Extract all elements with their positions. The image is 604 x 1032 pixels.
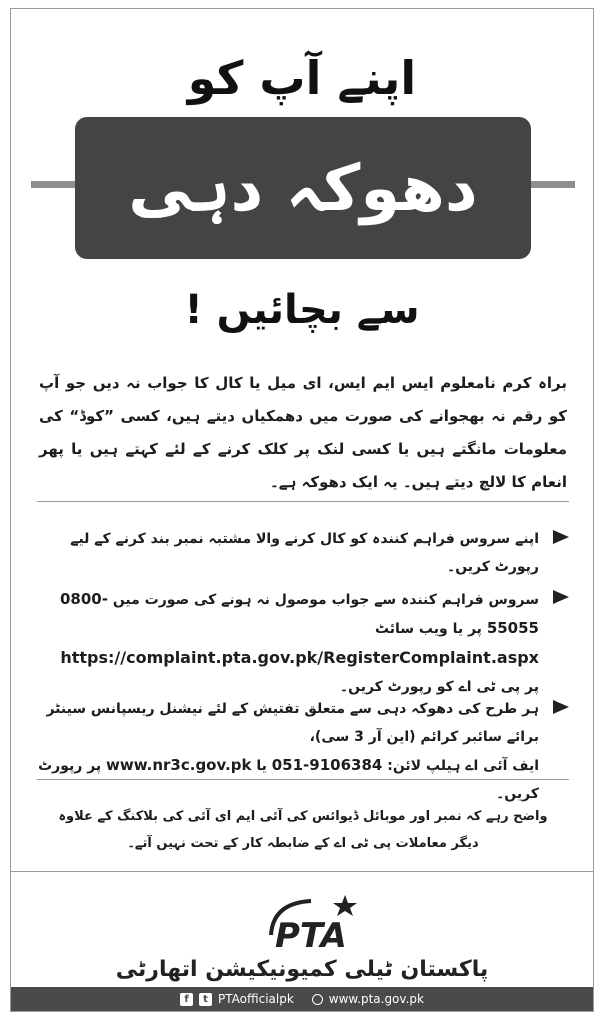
fia-helpline-number: 051-9106384 [271, 756, 383, 774]
bullet-text-line1: ہر طرح کی دھوکہ دہی سے متعلق تفتیش کے لئے نیشنل ریسپانس سینٹر برائے سائبر کرائم (این آر 3 سی)، [46, 701, 539, 745]
headline-line1: اپنے آپ کو [187, 51, 417, 105]
bullet-text: اپنے سروس فراہم کنندہ کو کال کرنے والا مشتبہ نمبر بند کرنے کے لیے رپورٹ کریں۔ [70, 531, 539, 575]
bullet-arrow-icon [553, 590, 569, 604]
headline-banner: دھوکہ دہی [75, 117, 531, 259]
pta-logo [253, 891, 373, 955]
disclaimer-note: واضح رہے کہ نمبر اور موبائل ڈیوائس کی آئی ایم ای آئی کی بلاکنگ کے علاوہ دیگر معاملات پی ٹی اے کے ضابطہ کار کے تحت نہیں آتے۔ [58, 809, 548, 851]
bullet-text-mid: پر یا ویب سائٹ [374, 621, 482, 637]
organization-name: پاکستان ٹیلی کمیونیکیشن اتھارٹی [115, 957, 489, 982]
bullet-item [37, 585, 569, 701]
bullet-text [37, 695, 539, 808]
bullet-text-post: پر پی ٹی اے کو رپورٹ کریں۔ [339, 679, 539, 695]
divider [37, 779, 569, 780]
twitter-icon[interactable]: t [199, 993, 212, 1006]
logo-text: PTA [275, 916, 347, 955]
bullet-text [37, 585, 539, 701]
bullet-text-pre: سروس فراہم کنندہ سے جواب موصول نہ ہونے کی صورت میں [112, 592, 539, 608]
headline-line3: سے بچائیں ! [184, 287, 420, 333]
nr3c-website-link[interactable]: www.nr3c.gov.pk [106, 756, 252, 774]
complaint-url-link[interactable]: https://complaint.pta.gov.pk/RegisterComplaint.aspx [60, 648, 539, 667]
footer-bar [11, 987, 593, 1011]
intro-paragraph: براہ کرم نامعلوم ایس ایم ایس، ای میل یا کال کا جواب نہ دیں جو آپ کو رقم نہ بھجوانے کی صورت میں دھمکیاں دیتے ہیں، کسی ”کوڈ“ کی معلومات مانگتے ہیں یا کسی لنک پر کلک کرنے کے لئے کہتے ہیں یا پھر انعام کا لالچ دیتے ہیں۔ یہ ایک دھوکہ ہے۔ [39, 374, 567, 491]
globe-icon [312, 994, 323, 1005]
bullet-text-pre: ایف آئی اے ہیلپ لائن: [387, 758, 539, 774]
bullet-arrow-icon [553, 530, 569, 544]
divider [37, 501, 569, 502]
divider [11, 871, 593, 872]
website-link[interactable]: www.pta.gov.pk [328, 992, 424, 1006]
bullet-text-post: پر رپورٹ کریں۔ [38, 758, 539, 802]
facebook-icon[interactable]: f [180, 993, 193, 1006]
bullet-item [37, 525, 569, 581]
logo-star-icon [333, 895, 357, 916]
bullet-arrow-icon [553, 700, 569, 714]
helpline-number: 0800-55055 [59, 590, 539, 637]
bullet-text-or: یا [256, 758, 267, 774]
advertisement-page [10, 8, 594, 1012]
social-handle[interactable]: PTAofficialpk [218, 992, 294, 1006]
bullet-item [37, 695, 569, 808]
